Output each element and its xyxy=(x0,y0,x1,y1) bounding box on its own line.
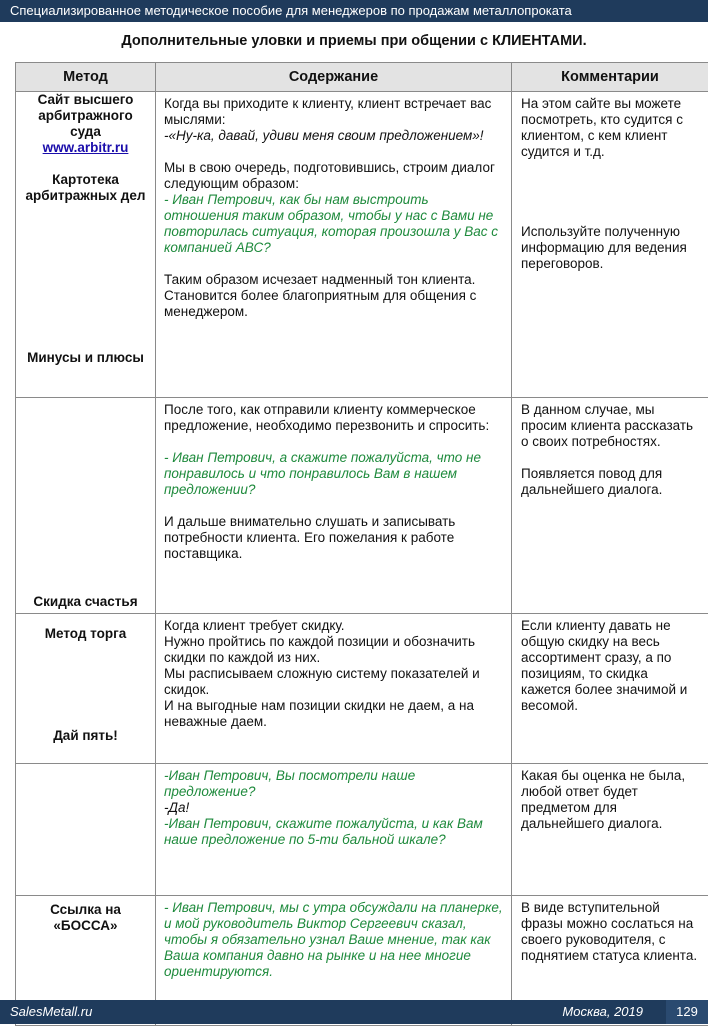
table-header-row xyxy=(16,63,708,92)
arbitr-link[interactable]: www.arbitr.ru xyxy=(22,140,149,156)
document-banner xyxy=(0,0,708,22)
table-row xyxy=(16,398,708,614)
techniques-table xyxy=(15,62,708,1026)
comment-text: В виде вступительной фразы можно сослаться на своего руководителя, с поднятием статуса клиента. xyxy=(521,900,700,964)
content-cell xyxy=(156,92,512,398)
script-phrase: -Иван Петрович, Вы посмотрели наше предложение? xyxy=(164,768,503,800)
comment-text: Если клиенту давать не общую скидку на весь ассортимент сразу, а по позициям, то скидка кажется более значимой и весомой. xyxy=(521,618,700,714)
content-cell xyxy=(156,398,512,614)
content-text: И дальше внимательно слушать и записывать потребности клиента. Его пожелания к работе поставщика. xyxy=(164,514,503,562)
script-phrase: - Иван Петрович, как бы нам выстроить отношения таким образом, чтобы у нас с Вами не повторилась ситуация, которая произошла у Вас с компанией АВС? xyxy=(164,192,503,256)
banner-text: Специализированное методическое пособие для менеджеров по продажам металлопроката xyxy=(10,3,572,18)
content-text: Мы расписываем сложную систему показателей и скидок. xyxy=(164,666,503,698)
content-text: И на выгодные нам позиции скидки не даем, а на неважные даем. xyxy=(164,698,503,730)
comment-text: На этом сайте вы можете посмотреть, кто судится с клиентом, с кем клиент судится и т.д. xyxy=(521,96,700,160)
column-header-content: Содержание xyxy=(156,63,512,92)
method-name: Сайт высшего арбитражного суда xyxy=(22,92,149,140)
method-name: Скидка счастья xyxy=(22,594,149,610)
table-row xyxy=(16,764,708,896)
content-text: Нужно пройтись по каждой позиции и обозначить скидки по каждой из них. xyxy=(164,634,503,666)
comment-cell xyxy=(512,92,708,398)
footer-city-year: Москва, 2019 xyxy=(562,1000,643,1024)
page-footer xyxy=(0,1000,708,1024)
client-reply: -Да! xyxy=(164,800,503,816)
method-name: Ссылка на «БОССА» xyxy=(22,902,149,934)
method-name: Минусы и плюсы xyxy=(22,350,149,366)
method-sub: Метод торга xyxy=(22,626,149,642)
script-phrase: - Иван Петрович, а скажите пожалуйста, что не понравилось и что понравилось Вам в нашем предложении? xyxy=(164,450,503,498)
content-cell xyxy=(156,614,512,764)
comment-cell xyxy=(512,398,708,614)
column-header-method: Метод xyxy=(16,63,156,92)
client-thought-quote: -«Ну-ка, давай, удиви меня своим предложением»! xyxy=(164,128,503,144)
method-cell xyxy=(16,398,156,614)
content-text: Когда вы приходите к клиенту, клиент встречает вас мыслями: xyxy=(164,96,503,128)
content-text: Когда клиент требует скидку. xyxy=(164,618,503,634)
comment-text: Какая бы оценка не была, любой ответ будет предметом для дальнейшего диалога. xyxy=(521,768,700,832)
method-sub: Картотека арбитражных дел xyxy=(22,172,149,204)
method-name: Дай пять! xyxy=(22,728,149,744)
comment-cell xyxy=(512,764,708,896)
comment-text: Используйте полученную информацию для ведения переговоров. xyxy=(521,224,700,272)
content-text: Мы в свою очередь, подготовившись, строим диалог следующим образом: xyxy=(164,160,503,192)
page-title: Дополнительные уловки и приемы при общении с КЛИЕНТАМИ. xyxy=(0,33,708,49)
method-cell xyxy=(16,764,156,896)
comment-text: В данном случае, мы просим клиента рассказать о своих потребностях. xyxy=(521,402,700,450)
content-text: После того, как отправили клиенту коммерческое предложение, необходимо перезвонить и спросить: xyxy=(164,402,503,434)
script-phrase: -Иван Петрович, скажите пожалуйста, и как Вам наше предложение по 5-ти бальной шкале? xyxy=(164,816,503,848)
comment-cell xyxy=(512,614,708,764)
comment-text: Появляется повод для дальнейшего диалога. xyxy=(521,466,700,498)
page-number: 129 xyxy=(666,1000,708,1024)
footer-site: SalesMetall.ru xyxy=(10,1000,92,1024)
column-header-comments: Комментарии xyxy=(512,63,708,92)
script-phrase: - Иван Петрович, мы с утра обсуждали на планерке, и мой руководитель Виктор Сергеевич сказал, чтобы я обязательно узнал Ваше мнение, так как Ваша компания давно на рынке и на нее многие ориентируются. xyxy=(164,900,503,980)
content-text: Таким образом исчезает надменный тон клиента. Становится более благоприятным для общения с менеджером. xyxy=(164,272,503,320)
content-cell xyxy=(156,764,512,896)
